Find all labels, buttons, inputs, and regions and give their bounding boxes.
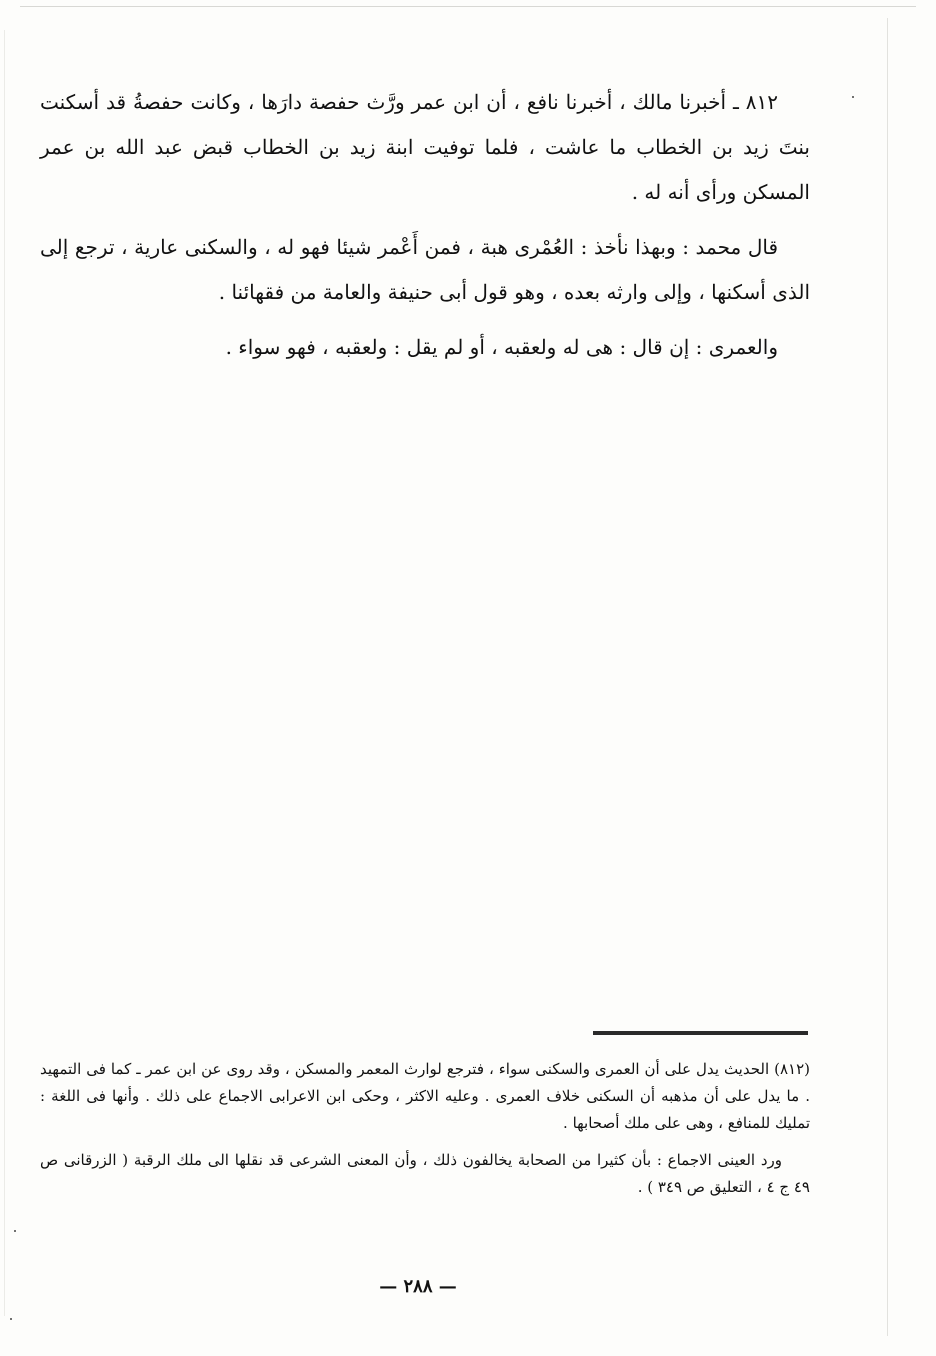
scan-speck bbox=[14, 1230, 16, 1232]
main-text bbox=[40, 80, 810, 370]
footnote-separator bbox=[593, 1031, 808, 1035]
footnote-continuation: ورد العينى الاجماع : بأن كثيرا من الصحابة يخالفون ذلك ، وأن المعنى الشرعى قد نقلها الى ملك الرقبة ( الزرقانى ص ٤٩ ج ٤ ، التعليق ص ٣٤٩ ) . bbox=[40, 1151, 810, 1196]
scan-speck bbox=[10, 1318, 12, 1320]
page-edge-top bbox=[20, 6, 916, 7]
footnotes bbox=[40, 1056, 810, 1201]
footnote-812: (٨١٢) الحديث يدل على أن العمرى والسكنى سواء ، فترجع لوارث المعمر والمسكن ، وقد روى عن ابن عمر ـ كما فى التمهيد . ما يدل على أن مذهبه أن السكنى خلاف العمرى . وعليه الاكثر ، وحكى ابن الاعرابى الاجماع على ذلك . وأنها فى اللغة : تمليك للمنافع ، وهى على ملك أصحابها . bbox=[40, 1060, 810, 1132]
hadith-paragraph: ٨١٢ ـ أخبرنا مالك ، أخبرنا نافع ، أن ابن عمر ورَّث حفصة دارَها ، وكانت حفصةُ قد أسكنت بنتَ زيد بن الخطاب ما عاشت ، فلما توفيت ابنة زيد بن الخطاب قبض عبد الله بن عمر المسكن ورأى أنه له . bbox=[40, 90, 810, 204]
page-number: — ٢٨٨ — bbox=[379, 1276, 457, 1297]
page-edge-right bbox=[887, 18, 888, 1336]
commentary-paragraph: قال محمد : وبهذا نأخذ : العُمْرى هبة ، فمن أَعْمر شيئا فهو له ، والسكنى عارية ، ترجع إلى الذى أسكنها ، وإلى وارثه بعده ، وهو قول أبى حنيفة والعامة من فقهائنا . bbox=[40, 235, 810, 304]
page-edge-left bbox=[4, 30, 5, 1316]
umra-paragraph: والعمرى : إن قال : هى له ولعقبه ، أو لم يقل : ولعقبه ، فهو سواء . bbox=[225, 335, 778, 359]
scan-speck bbox=[852, 96, 854, 98]
